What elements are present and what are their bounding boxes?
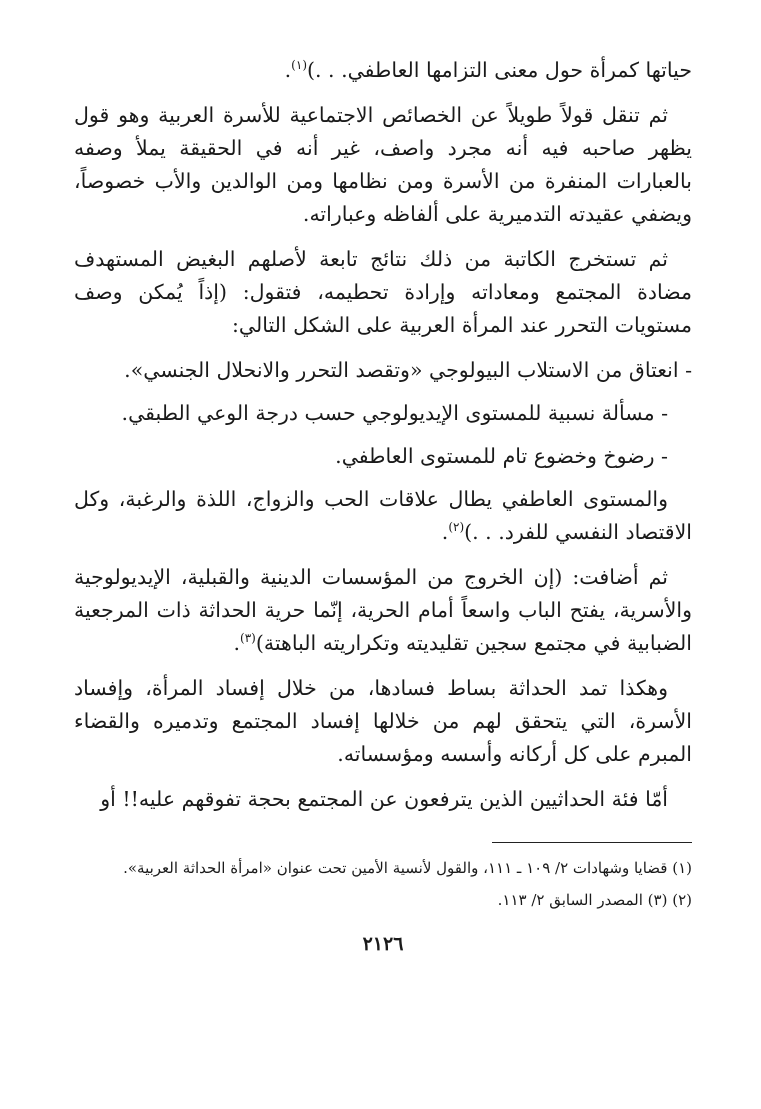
footnote-divider bbox=[492, 842, 692, 843]
paragraph-text: - مسألة نسبية للمستوى الإيديولوجي حسب درجة الوعي الطبقي. bbox=[121, 401, 668, 425]
paragraph bbox=[74, 243, 692, 342]
paragraph bbox=[74, 483, 692, 549]
footnote-reference: (١) bbox=[291, 58, 307, 73]
list-item bbox=[74, 440, 692, 473]
paragraph-text: أمّا فئة الحداثيين الذين يترفعون عن المجتمع بحجة تفوقهم عليه!! أو bbox=[100, 787, 668, 811]
paragraph-text: - رضوخ وخضوع تام للمستوى العاطفي. bbox=[335, 444, 668, 468]
paragraph bbox=[74, 672, 692, 771]
footnote-reference: (٢) bbox=[448, 520, 465, 535]
paragraph-text: - انعتاق من الاستلاب البيولوجي «وتقصد التحرر والانحلال الجنسي». bbox=[124, 358, 692, 382]
paragraph-text: ثم أضافت: (إن الخروج من المؤسسات الدينية والقبلية، الإيديولوجية والأسرية، يفتح الباب واسعاً أمام الحرية، إنّما حرية الحداثة ذات المرجعية الضبابية في مجتمع سجين تقليديته وتكراريته الباهتة) bbox=[74, 565, 692, 655]
period: . bbox=[441, 520, 449, 544]
list-item bbox=[74, 397, 692, 430]
paragraph bbox=[74, 783, 692, 816]
footnote-reference: (٣) bbox=[240, 631, 256, 646]
footnote: (٢) (٣) المصدر السابق ٢/ ١١٣. bbox=[497, 891, 692, 909]
paragraph bbox=[74, 561, 692, 660]
list-item bbox=[74, 354, 692, 387]
page-body bbox=[74, 54, 692, 955]
period: . bbox=[284, 58, 292, 82]
paragraph-text: ثم تستخرج الكاتبة من ذلك نتائج تابعة لأصلهم البغيض المستهدف مضادة المجتمع ومعاداته وإرادة تحطيمه، فتقول: (إذاً يُمكن وصف مستويات التحرر عند المرأة العربية على الشكل التالي: bbox=[74, 247, 692, 337]
paragraph bbox=[74, 99, 692, 231]
footnotes bbox=[74, 855, 692, 913]
page-number: ٢١٢٦ bbox=[362, 933, 404, 955]
main-text bbox=[74, 54, 692, 816]
paragraph bbox=[74, 54, 692, 87]
footnote: (١) قضايا وشهادات ٢/ ١٠٩ ـ ١١١، والقول لأنسية الأمين تحت عنوان «امرأة الحداثة العربية». bbox=[123, 859, 692, 877]
paragraph-text: وهكذا تمد الحداثة بساط فسادها، من خلال إفساد المرأة، وإفساد الأسرة، التي يتحقق لهم من خلالها إفساد المجتمع وتدميره والقضاء المبرم على كل أركانه وأسسه ومؤسساته. bbox=[74, 676, 692, 766]
period: . bbox=[233, 631, 241, 655]
paragraph-text: حياتها كمرأة حول معنى التزامها العاطفي. . .) bbox=[307, 58, 692, 82]
paragraph-text: ثم تنقل قولاً طويلاً عن الخصائص الاجتماعية للأسرة العربية وهو قول يظهر صاحبه فيه أنه مجرد واصف، غير أنه في الحقيقة يملأ وصفه بالعبارات المنفرة من الأسرة ومن نظامها ومن الوالدين والأب خصوصاً، ويضفي عقيدته التدميرية على ألفاظه وعباراته. bbox=[74, 103, 692, 226]
paragraph-text: والمستوى العاطفي يطال علاقات الحب والزواج، اللذة والرغبة، وكل الاقتصاد النفسي للفرد. . .) bbox=[74, 487, 692, 544]
